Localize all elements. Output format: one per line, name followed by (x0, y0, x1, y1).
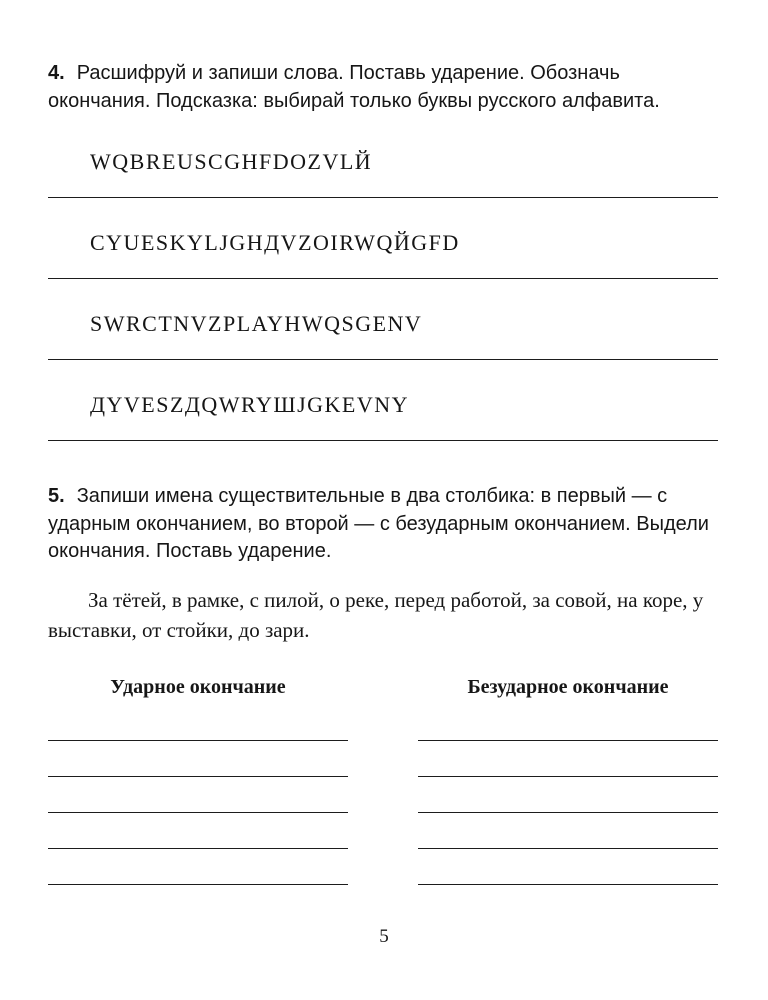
answer-line (418, 705, 718, 741)
answer-line (48, 813, 348, 849)
cipher-block-2 (48, 230, 718, 279)
column-header-stressed: Ударное окончание (110, 675, 286, 698)
cipher-line: CYUESKYLJGHДVZOIRWQЙGFD (90, 230, 460, 256)
answer-line (48, 741, 348, 777)
cipher-block-3 (48, 311, 718, 360)
exercise-4-number: 4. (48, 62, 65, 84)
answer-rule (48, 278, 718, 279)
column-stressed-ending (48, 676, 348, 885)
answer-line (48, 849, 348, 885)
exercise-4-section (48, 60, 718, 441)
exercise-5-number: 5. (48, 485, 65, 508)
exercise-4-instruction (48, 60, 718, 115)
cipher-block-4 (48, 392, 718, 441)
exercise-5-instruction-text: Запиши имена существительные в два столбика: в первый — с ударным окончанием, во второй — с безударным окончанием. Выдели окончания. Поставь ударение. (48, 485, 709, 563)
cipher-line: ДYVESZДQWRYШJGKEVNY (90, 392, 410, 418)
exercise-5-instruction (48, 483, 718, 566)
answer-rule (48, 197, 718, 198)
answer-line (418, 741, 718, 777)
answer-line (48, 777, 348, 813)
cipher-line: WQBREUSCGHFDOZVLЙ (90, 149, 373, 175)
answer-line (418, 813, 718, 849)
page-number: 5 (379, 926, 389, 947)
column-unstressed-ending (418, 676, 718, 885)
answer-line (48, 705, 348, 741)
answer-line (418, 777, 718, 813)
exercise-5-section (48, 483, 718, 884)
answer-rule (48, 440, 718, 441)
cipher-line: SWRCTNVZPLAYHWQSGENV (90, 311, 423, 337)
column-header-unstressed: Безударное окончание (467, 675, 669, 698)
exercise-4-instruction-text: Расшифруй и запиши слова. Поставь ударение. Обозначь окончания. Подсказка: выбирай только буквы русского алфавита. (48, 62, 660, 112)
cipher-block-1 (48, 149, 718, 198)
answer-rule (48, 359, 718, 360)
answer-line (418, 849, 718, 885)
word-list: За тётей, в рамке, с пилой, о реке, перед работой, за совой, на коре, у выставки, от стойки, до зари. (48, 587, 704, 642)
answer-columns (48, 676, 718, 885)
